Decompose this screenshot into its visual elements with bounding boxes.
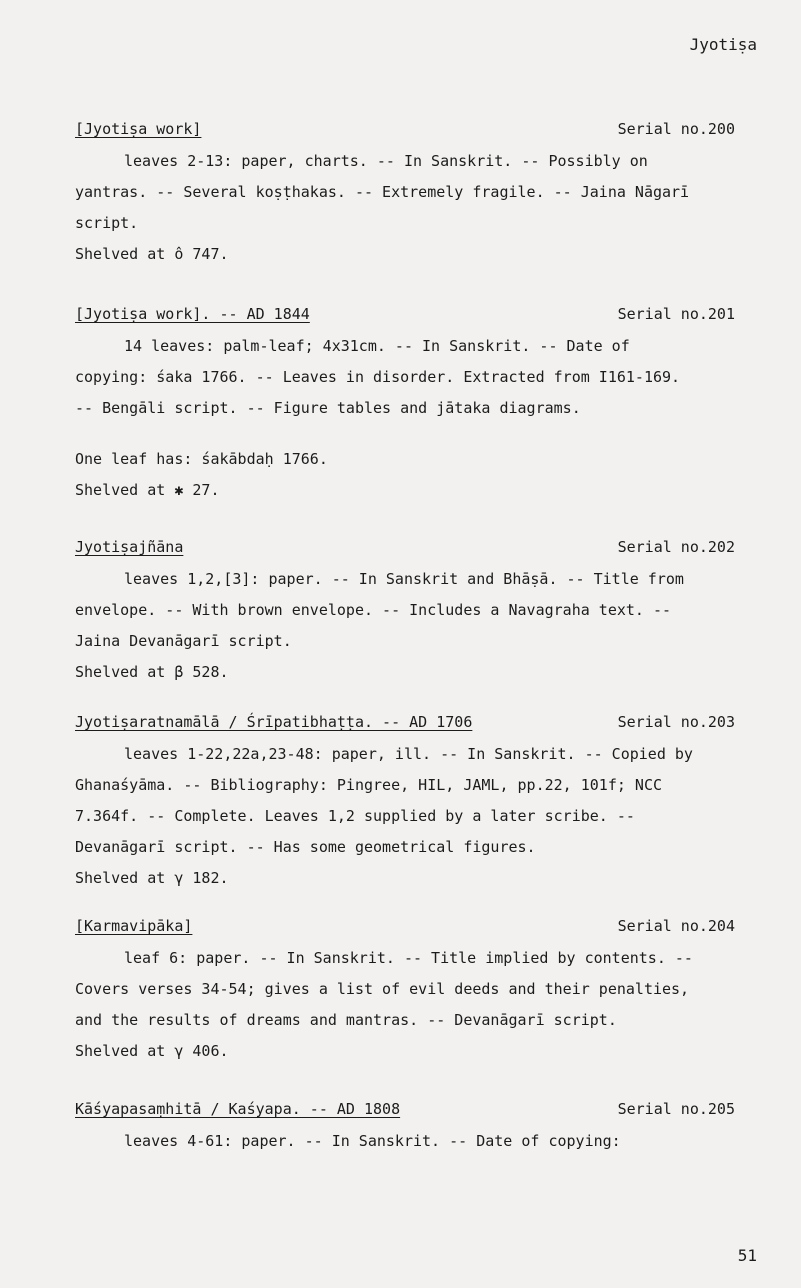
entry-header: [75, 1100, 735, 1132]
entry-line: and the results of dreams and mantras. -- Devanāgarī script.: [75, 1011, 617, 1029]
shelf-mark: Shelved at γ 406.: [75, 1042, 229, 1060]
serial-number: Serial no.205: [617, 1100, 735, 1118]
entry-header: [75, 713, 735, 745]
entry-title: [Jyotiṣa work]: [75, 120, 202, 138]
entry-line: 7.364f. -- Complete. Leaves 1,2 supplied by a later scribe. --: [75, 807, 635, 825]
entry-line: leaves 2-13: paper, charts. -- In Sanskrit. -- Possibly on: [124, 152, 648, 170]
entry-header: [75, 305, 735, 337]
entry-title: [Jyotiṣa work]. -- AD 1844: [75, 305, 310, 323]
entry-title: Jyotiṣaratnamālā / Śrīpatibhaṭṭa. -- AD 1706: [75, 713, 473, 731]
entry-title: Jyotiṣajñāna: [75, 538, 184, 556]
entry-line: leaves 1-22,22a,23-48: paper, ill. -- In Sanskrit. -- Copied by: [124, 745, 693, 763]
entry-title: [Karmavipāka]: [75, 917, 193, 935]
catalog-entry-203: [75, 713, 735, 900]
entry-line: leaf 6: paper. -- In Sanskrit. -- Title implied by contents. --: [124, 949, 693, 967]
blank-line: [75, 430, 735, 450]
entry-line: yantras. -- Several koṣṭhakas. -- Extremely fragile. -- Jaina Nāgarī: [75, 183, 690, 201]
entry-line: Covers verses 34-54; gives a list of evil deeds and their penalties,: [75, 980, 690, 998]
entry-title: Kāśyapasaṃhitā / Kaśyapa. -- AD 1808: [75, 1100, 401, 1118]
entry-line: leaves 4-61: paper. -- In Sanskrit. -- Date of copying:: [124, 1132, 621, 1150]
page-number: 51: [737, 1246, 757, 1265]
serial-number: Serial no.200: [617, 120, 735, 138]
entry-line: copying: śaka 1766. -- Leaves in disorder. Extracted from I161-169.: [75, 368, 681, 386]
entry-line: Jaina Devanāgarī script.: [75, 632, 292, 650]
catalog-entry-202: [75, 538, 735, 694]
entry-header: [75, 917, 735, 949]
entry-line: Ghanaśyāma. -- Bibliography: Pingree, HIL, JAML, pp.22, 101f; NCC: [75, 776, 662, 794]
catalog-entry-200: [75, 120, 735, 276]
entry-header: [75, 120, 735, 152]
shelf-mark: Shelved at ✱ 27.: [75, 481, 220, 499]
entry-line: envelope. -- With brown envelope. -- Includes a Navagraha text. --: [75, 601, 672, 619]
serial-number: Serial no.202: [617, 538, 735, 556]
catalog-entry-201: [75, 305, 735, 512]
entry-line: 14 leaves: palm-leaf; 4x31cm. -- In Sanskrit. -- Date of: [124, 337, 630, 355]
entry-line: -- Bengāli script. -- Figure tables and jātaka diagrams.: [75, 399, 581, 417]
shelf-mark: Shelved at ô 747.: [75, 245, 229, 263]
serial-number: Serial no.201: [617, 305, 735, 323]
catalog-entry-205: [75, 1100, 735, 1163]
shelf-mark: Shelved at γ 182.: [75, 869, 229, 887]
entry-line: script.: [75, 214, 139, 232]
shelf-mark: Shelved at β 528.: [75, 663, 229, 681]
entry-header: [75, 538, 735, 570]
serial-number: Serial no.203: [617, 713, 735, 731]
serial-number: Serial no.204: [617, 917, 735, 935]
entry-line: Devanāgarī script. -- Has some geometrical figures.: [75, 838, 536, 856]
catalog-entry-204: [75, 917, 735, 1073]
running-head: Jyotiṣa: [689, 35, 757, 54]
entry-line: leaves 1,2,[3]: paper. -- In Sanskrit and Bhāṣā. -- Title from: [124, 570, 684, 588]
entry-note: One leaf has: śakābdaḥ 1766.: [75, 450, 328, 468]
